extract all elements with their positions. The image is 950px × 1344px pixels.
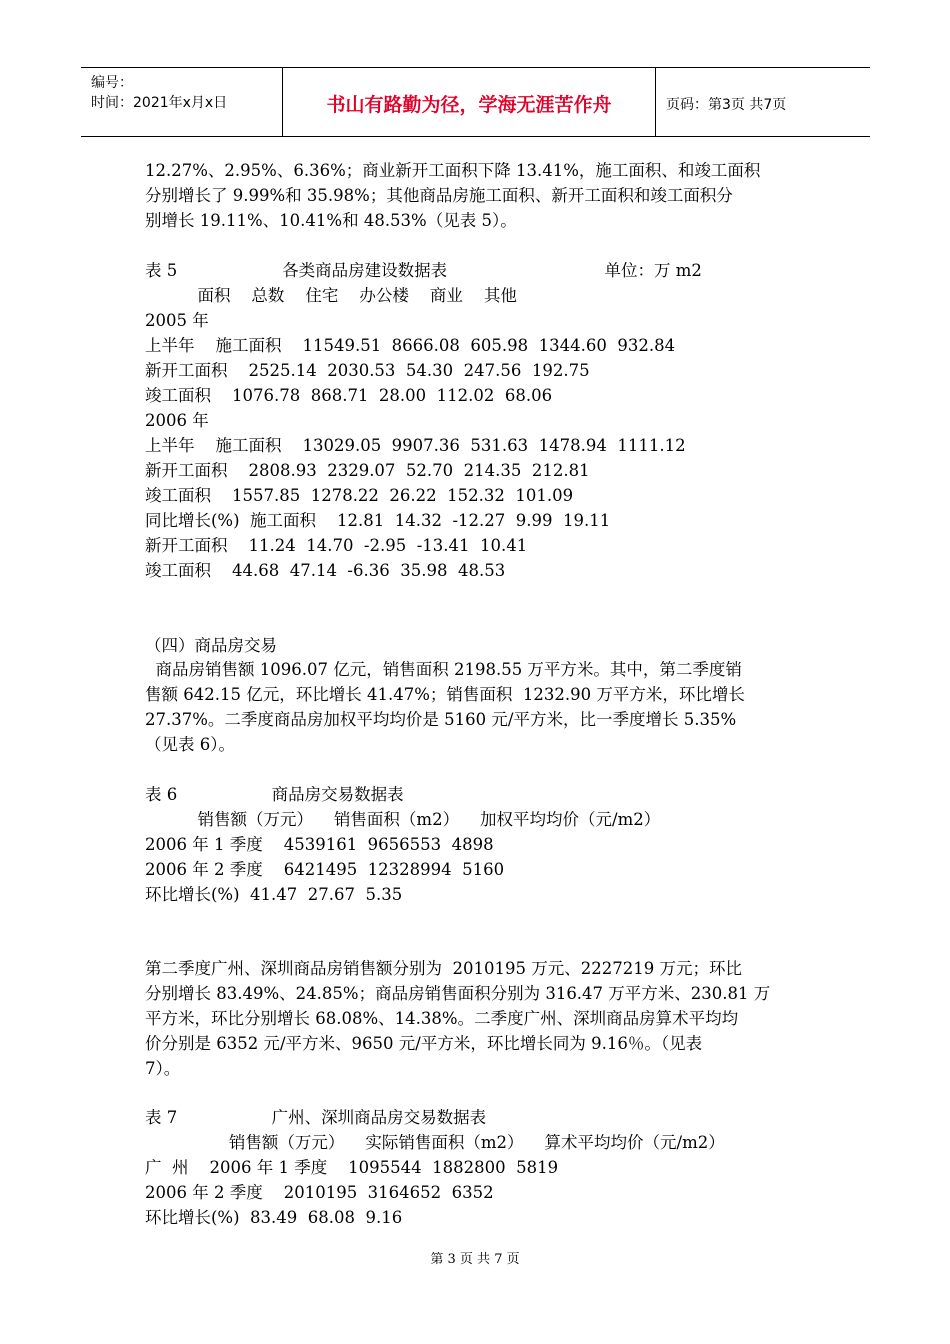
text-line: 别增长 19.11%、10.41%和 48.53%（见表 5）。 bbox=[145, 211, 517, 230]
text-line: 分别增长了 9.99%和 35.98%；其他商品房施工面积、新开工面积和竣工面积分 bbox=[145, 186, 733, 205]
text-line: 平方米，环比分别增长 68.08%、14.38%。二季度广州、深圳商品房算术平均均 bbox=[145, 1009, 739, 1028]
text-line: 售额 642.15 亿元，环比增长 41.47%；销售面积 1232.90 万平方米，环比增长 bbox=[145, 685, 745, 704]
table-row: 2006 年 2 季度 2010195 3164652 6352 bbox=[145, 1183, 494, 1202]
table-row: 竣工面积 1557.85 1278.22 26.22 152.32 101.09 bbox=[145, 486, 574, 505]
page-header bbox=[81, 67, 870, 137]
text-line: 价分别是 6352 元/平方米、9650 元/平方米，环比增长同为 9.16％。（见表 bbox=[145, 1034, 703, 1053]
text-line: 第二季度广州、深圳商品房销售额分别为 2010195 万元、2227219 万元；环比 bbox=[145, 959, 742, 978]
header-left-cell bbox=[81, 68, 283, 136]
table-row: 新开工面积 11.24 14.70 -2.95 -13.41 10.41 bbox=[145, 536, 528, 555]
page-footer: 第 3 页 共 7 页 bbox=[430, 1252, 520, 1267]
table-row: 竣工面积 1076.78 868.71 28.00 112.02 68.06 bbox=[145, 386, 553, 405]
text-line: 27.37%。二季度商品房加权平均均价是 5160 元/平方米，比一季度增长 5.35% bbox=[145, 710, 737, 729]
table-row: 广 州 2006 年 1 季度 1095544 1882800 5819 bbox=[145, 1158, 559, 1177]
table-row: 新开工面积 2808.93 2329.07 52.70 214.35 212.81 bbox=[145, 461, 590, 480]
text-line: （见表 6）。 bbox=[145, 735, 235, 754]
section-heading: （四）商品房交易 bbox=[145, 636, 277, 655]
table-header: 面积 总数 住宅 办公楼 商业 其他 bbox=[145, 286, 517, 305]
table-row: 2006 年 1 季度 4539161 9656553 4898 bbox=[145, 835, 494, 854]
table-header: 销售额（万元） 销售面积（m2） 加权平均均价（元/m2） bbox=[145, 810, 661, 829]
table-row: 竣工面积 44.68 47.14 -6.36 35.98 48.53 bbox=[145, 561, 506, 580]
text-line: 12.27%、2.95%、6.36%；商业新开工面积下降 13.41%，施工面积、和竣工面积 bbox=[145, 161, 761, 180]
header-center-cell bbox=[283, 68, 656, 136]
table-row: 环比增长(%) 41.47 27.67 5.35 bbox=[145, 885, 403, 904]
table-row: 上半年 施工面积 13029.05 9907.36 531.63 1478.94 1111.12 bbox=[145, 436, 686, 455]
table-row: 2006 年 bbox=[145, 411, 209, 430]
text-line: 分别增长 83.49%、24.85%；商品房销售面积分别为 316.47 万平方米、230.81 万 bbox=[145, 984, 771, 1003]
table-row: 同比增长(%) 施工面积 12.81 14.32 -12.27 9.99 19.11 bbox=[145, 511, 611, 530]
table-row: 2005 年 bbox=[145, 311, 209, 330]
table-header: 销售额（万元） 实际销售面积（m2） 算术平均均价（元/m2） bbox=[145, 1133, 725, 1152]
text-line: 商品房销售额 1096.07 亿元，销售面积 2198.55 万平方米。其中，第二季度销 bbox=[145, 660, 742, 679]
table-row: 2006 年 2 季度 6421495 12328994 5160 bbox=[145, 860, 505, 879]
table-title: 表 5 各类商品房建设数据表 单位：万 m2 bbox=[145, 261, 702, 280]
table-row: 新开工面积 2525.14 2030.53 54.30 247.56 192.75 bbox=[145, 361, 590, 380]
number-label: 编号： bbox=[91, 75, 133, 91]
text-line: 7）。 bbox=[145, 1059, 181, 1078]
time-label: 时间：2021年x月x日 bbox=[91, 95, 228, 111]
table-title: 表 6 商品房交易数据表 bbox=[145, 785, 404, 804]
table-row: 环比增长(%) 83.49 68.08 9.16 bbox=[145, 1208, 403, 1227]
motto: 书山有路勤为径，学海无涯苦作舟 bbox=[326, 94, 612, 116]
page-label: 页码：第3页 共7页 bbox=[666, 97, 787, 113]
table-row: 上半年 施工面积 11549.51 8666.08 605.98 1344.60 932.84 bbox=[145, 336, 676, 355]
table-title: 表 7 广州、深圳商品房交易数据表 bbox=[145, 1108, 487, 1127]
header-right-cell bbox=[656, 68, 870, 136]
